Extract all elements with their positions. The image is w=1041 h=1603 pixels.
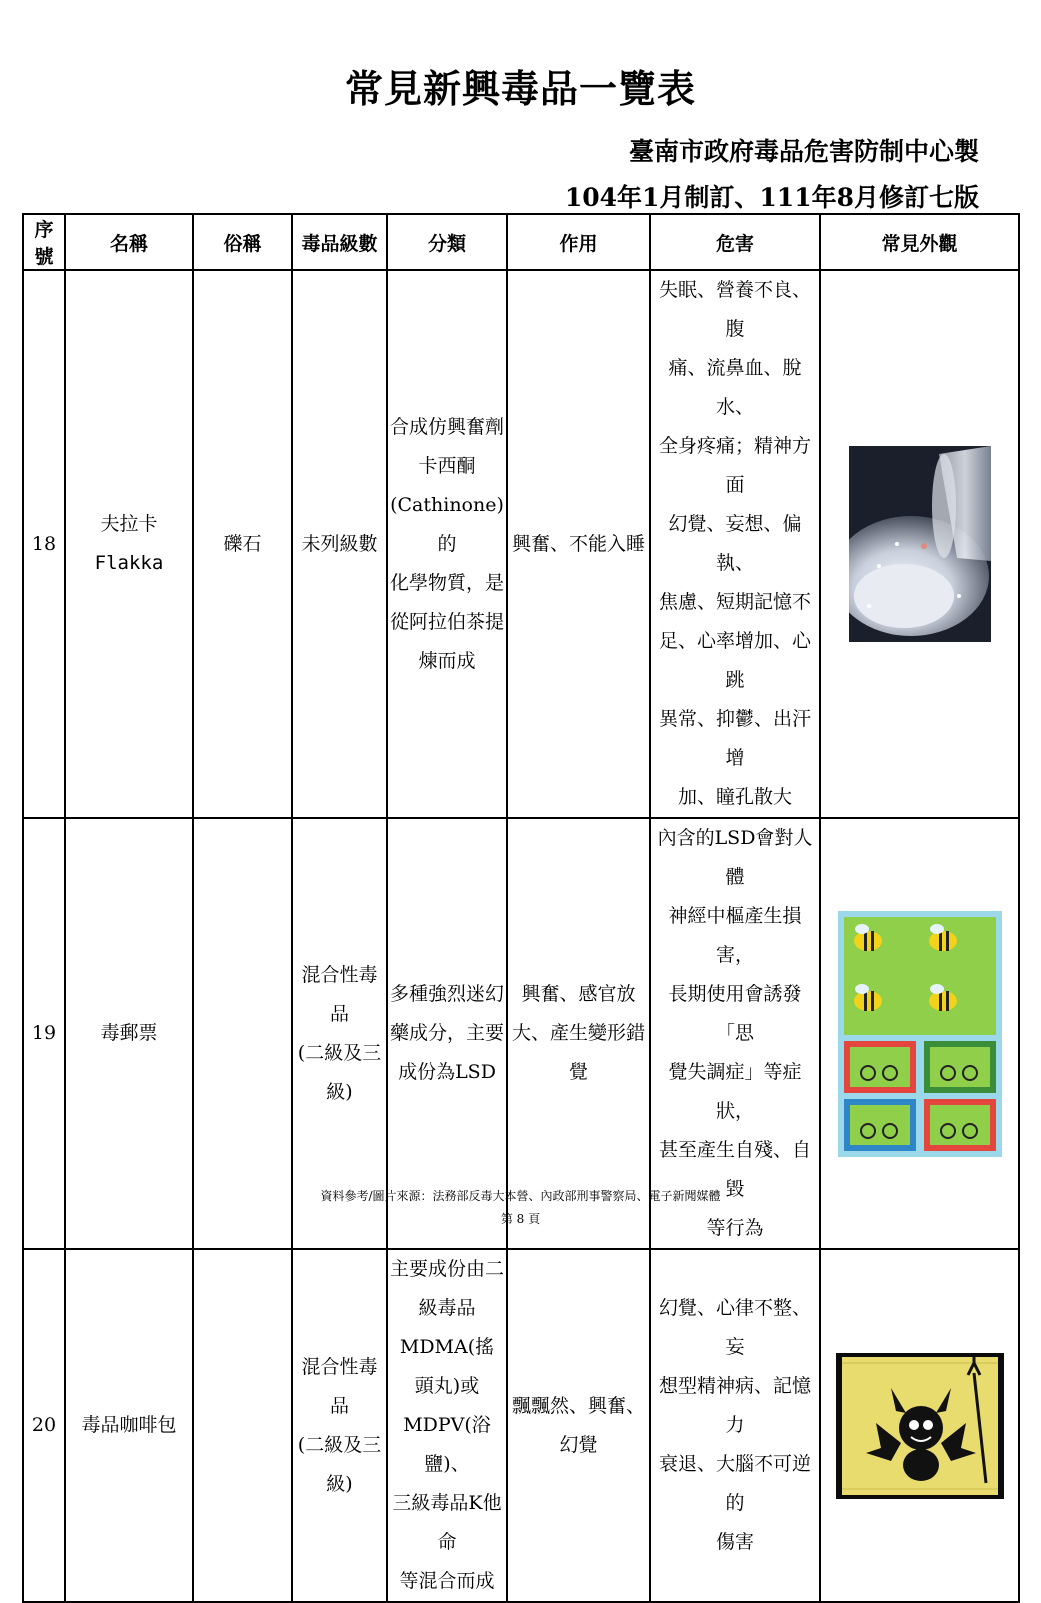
harm-line: 痛、流鼻血、脫水、 [668, 357, 802, 418]
harm-line: 神經中樞產生損害， [668, 905, 802, 966]
category-line: 三級毒品K他命 [392, 1492, 502, 1553]
appearance-cell [820, 818, 1019, 1249]
drug-alias [193, 1249, 292, 1602]
effect-line: 幻覺 [559, 1433, 598, 1456]
harm-line: 失眠、營養不良、腹 [658, 279, 811, 340]
harm-line: 覺失調症」等症狀， [668, 1061, 802, 1122]
col-header-name: 名稱 [65, 214, 193, 270]
row-number: 20 [23, 1249, 65, 1602]
harm-line: 等行為 [706, 1217, 764, 1239]
appearance-cell [820, 270, 1019, 818]
harm-line: 加、瞳孔散大 [677, 786, 792, 808]
stamp-sheet-photo [838, 911, 1002, 1157]
row-number: 19 [23, 818, 65, 1249]
drug-effect [507, 1249, 650, 1602]
category-line: 頭丸)或 [414, 1375, 480, 1397]
drug-alias: 礫石 [193, 270, 292, 818]
revision-line: 104年1月制訂、111年8月修訂七版 [564, 183, 979, 212]
harm-line: 甚至產生自殘、自毀 [658, 1139, 811, 1200]
level-line: 混合性毒品 [301, 1355, 378, 1417]
coffee-packet-photo [836, 1353, 1004, 1499]
drug-table [22, 213, 1020, 1603]
drug-effect [507, 270, 650, 818]
category-line: 等混合而成 [399, 1570, 495, 1592]
col-header-level: 毒品級數 [292, 214, 387, 270]
page-title: 常見新興毒品一覽表 [344, 66, 696, 111]
col-header-effect: 作用 [507, 214, 650, 270]
col-header-no: 序號 [23, 214, 65, 270]
col-header-category: 分類 [387, 214, 507, 270]
page-number: 第 8 頁 [500, 1212, 541, 1226]
level-line: 級) [326, 1080, 353, 1103]
drug-name-line: 毒品咖啡包 [81, 1414, 177, 1436]
effect-line: 興奮、不能入睡 [511, 532, 645, 555]
col-header-harm: 危害 [650, 214, 820, 270]
header-row [23, 214, 1019, 270]
drug-name-line: 夫拉卡 [100, 513, 158, 535]
harm-line: 全身疼痛；精神方面 [658, 435, 811, 496]
issuer-line: 臺南市政府毒品危害防制中心製 [628, 137, 979, 166]
category-line: 多種強烈迷幻 [390, 983, 505, 1005]
category-line: 卡西酮 [418, 454, 476, 477]
drug-name [65, 1249, 193, 1602]
drug-level [292, 818, 387, 1249]
drug-effect [507, 818, 650, 1249]
drug-harm [650, 818, 820, 1249]
table-row [23, 1249, 1019, 1602]
level-line: (二級及三 [297, 1041, 382, 1064]
drug-name-line: Flakka [94, 552, 164, 574]
harm-line: 衰退、大腦不可逆的 [658, 1453, 811, 1514]
harm-line: 想型精神病、記憶力 [658, 1375, 811, 1436]
effect-line: 覺 [568, 1061, 588, 1083]
harm-line: 足、心率增加、心跳 [658, 630, 811, 691]
drug-alias [193, 818, 292, 1249]
effect-line: 大、產生變形錯 [511, 1022, 645, 1044]
category-line: 化學物質，是 [390, 571, 505, 594]
drug-category [387, 1249, 507, 1602]
level-line: (二級及三 [297, 1433, 382, 1456]
drug-level [292, 1249, 387, 1602]
level-line: 級) [326, 1472, 353, 1495]
drug-name [65, 270, 193, 818]
harm-line: 長期使用會誘發「思 [668, 983, 802, 1044]
category-line: 成份為LSD [398, 1061, 496, 1083]
appearance-cell [820, 1249, 1019, 1602]
row-number: 18 [23, 270, 65, 818]
drug-harm [650, 1249, 820, 1602]
category-line: 煉而成 [418, 649, 476, 672]
table-row [23, 270, 1019, 818]
effect-line: 興奮、感官放 [521, 983, 636, 1005]
coffee-packet-image [823, 1353, 1016, 1499]
drug-harm [650, 270, 820, 818]
harm-line: 幻覺、心律不整、妄 [658, 1297, 811, 1358]
crystal-powder-image [823, 446, 1016, 642]
category-line: 藥成分，主要 [390, 1022, 505, 1044]
drug-category [387, 818, 507, 1249]
col-header-alias: 俗稱 [193, 214, 292, 270]
harm-line: 異常、抑鬱、出汗增 [658, 708, 811, 769]
col-header-appearance: 常見外觀 [820, 214, 1019, 270]
level-line: 未列級數 [301, 532, 378, 555]
category-line: MDPV(浴鹽)、 [403, 1414, 491, 1475]
drug-category [387, 270, 507, 818]
source-note: 資料參考/圖片來源：法務部反毒大本營、內政部刑事警察局、電子新聞媒體 [320, 1189, 721, 1203]
harm-line: 內含的LSD會對人體 [657, 827, 813, 888]
drug-name [65, 818, 193, 1249]
category-line: 合成仿興奮劑 [390, 415, 505, 438]
category-line: (Cathinone)的 [390, 493, 504, 555]
category-line: 級毒品MDMA(搖 [399, 1297, 495, 1358]
level-line: 混合性毒品 [301, 963, 378, 1025]
drug-name-line: 毒郵票 [100, 1022, 158, 1044]
category-line: 主要成份由二 [390, 1258, 505, 1280]
harm-line: 傷害 [715, 1531, 754, 1553]
effect-line: 飄飄然、興奮、 [511, 1394, 645, 1417]
stamp-sheet-image [823, 911, 1016, 1157]
drug-level [292, 270, 387, 818]
crystal-powder-photo [849, 446, 991, 642]
harm-line: 幻覺、妄想、偏執、 [668, 513, 802, 574]
harm-line: 焦慮、短期記憶不 [658, 591, 811, 613]
table-row [23, 818, 1019, 1249]
category-line: 從阿拉伯茶提 [390, 610, 505, 633]
